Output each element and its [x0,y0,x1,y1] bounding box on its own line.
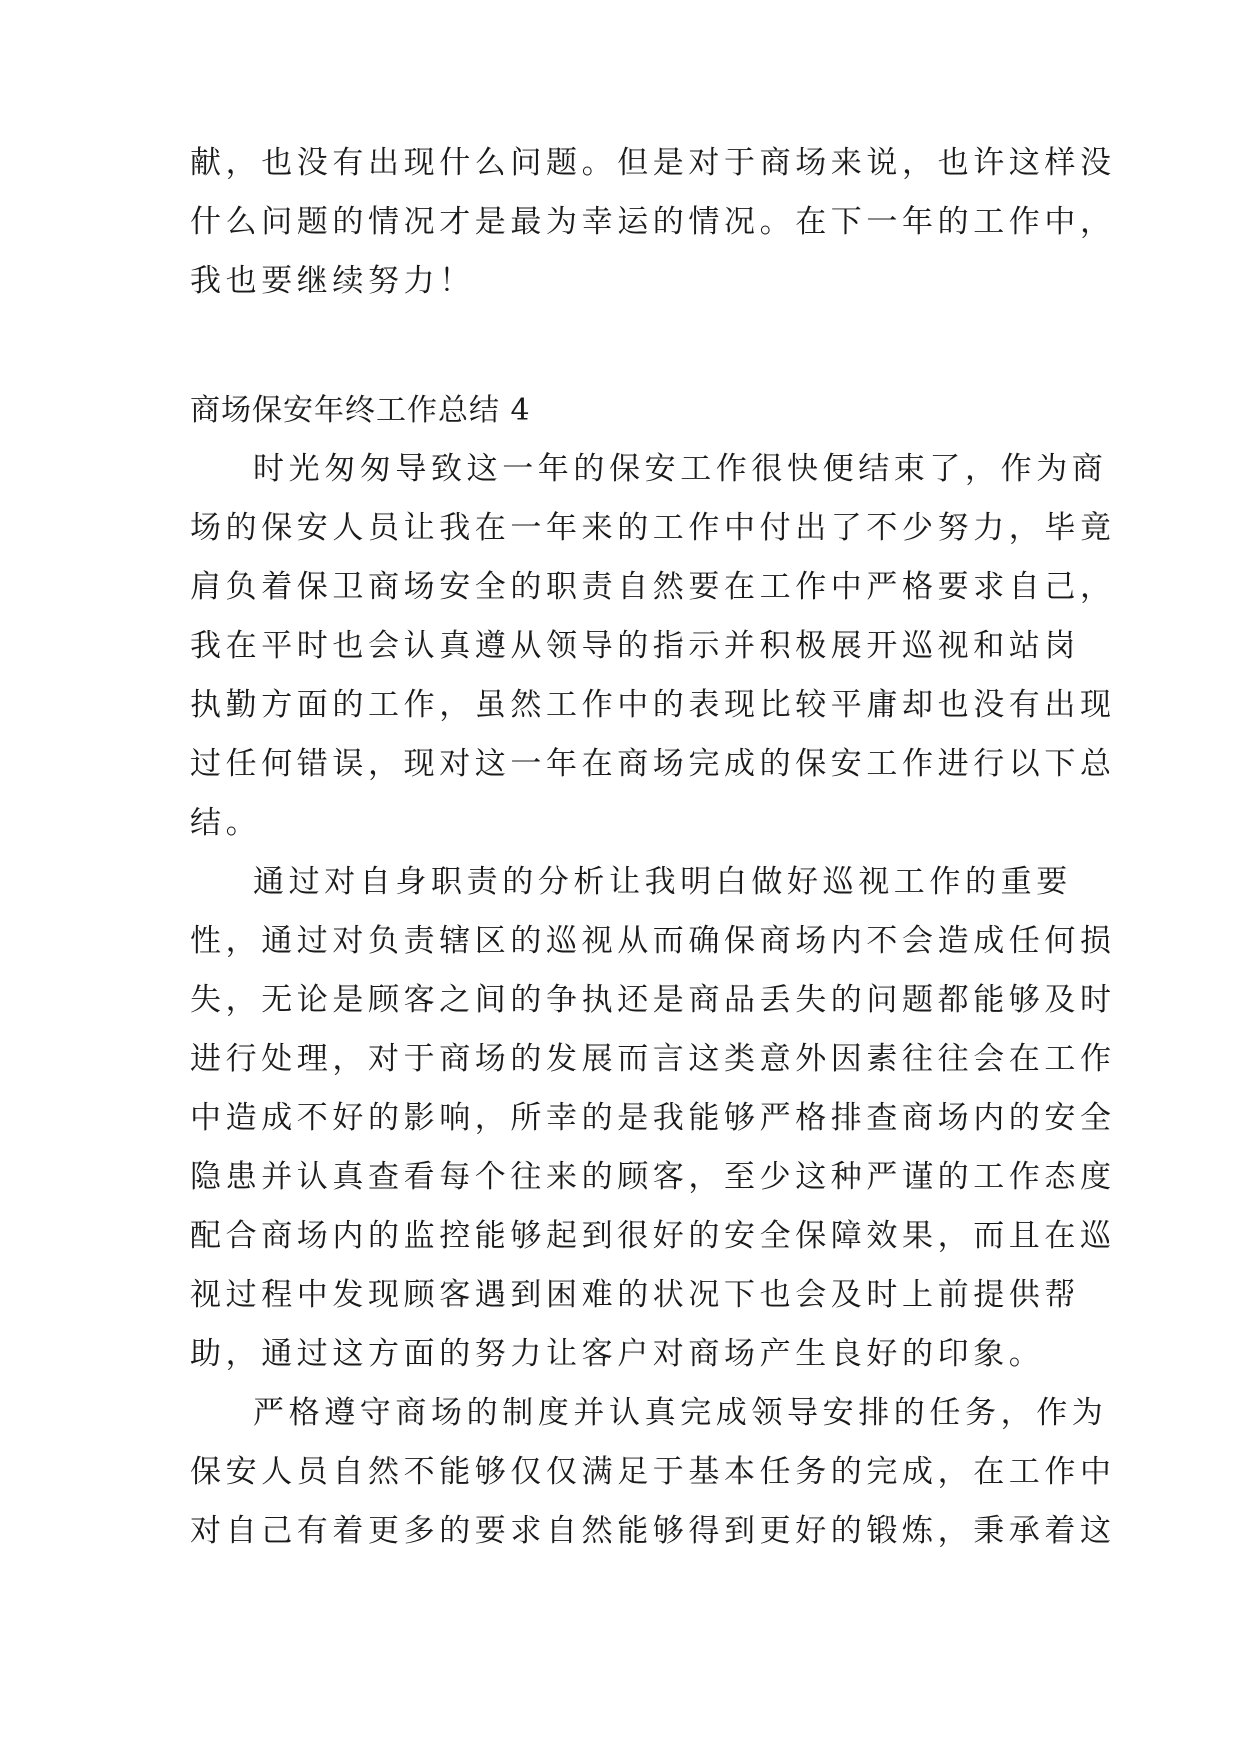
text-line: 助，通过这方面的努力让客户对商场产生良好的印象。 [190,1336,1045,1372]
text-line: 什么问题的情况才是最为幸运的情况。在下一年的工作中， [190,204,1116,240]
text-line: 我也要继续努力！ [190,263,475,299]
text-line: 性，通过对负责辖区的巡视从而确保商场内不会造成任何损 [190,923,1116,959]
paragraph-first-line: 通过对自身职责的分析让我明白做好巡视工作的重要 [253,864,1072,900]
text-line: 失，无论是顾客之间的争执还是商品丢失的问题都能够及时 [190,982,1116,1018]
text-line: 肩负着保卫商场安全的职责自然要在工作中严格要求自己， [190,569,1116,605]
text-line: 结。 [190,805,262,841]
text-line: 献，也没有出现什么问题。但是对于商场来说，也许这样没 [190,145,1116,181]
text-line: 对自己有着更多的要求自然能够得到更好的锻炼，秉承着这 [190,1513,1116,1549]
paragraph-first-line: 严格遵守商场的制度并认真完成领导安排的任务，作为 [253,1395,1108,1431]
text-line: 执勤方面的工作，虽然工作中的表现比较平庸却也没有出现 [190,687,1116,723]
text-line: 隐患并认真查看每个往来的顾客，至少这种严谨的工作态度 [190,1159,1116,1195]
section-heading: 商场保安年终工作总结 4 [190,393,531,428]
paragraph-first-line: 时光匆匆导致这一年的保安工作很快便结束了，作为商 [253,451,1108,487]
text-line: 中造成不好的影响，所幸的是我能够严格排查商场内的安全 [190,1100,1116,1136]
text-line: 进行处理，对于商场的发展而言这类意外因素往往会在工作 [190,1041,1116,1077]
text-line: 场的保安人员让我在一年来的工作中付出了不少努力，毕竟 [190,510,1116,546]
text-line: 我在平时也会认真遵从领导的指示并积极展开巡视和站岗 [190,628,1080,664]
text-line: 过任何错误，现对这一年在商场完成的保安工作进行以下总 [190,746,1116,782]
text-line: 配合商场内的监控能够起到很好的安全保障效果，而且在巡 [190,1218,1116,1254]
text-line: 视过程中发现顾客遇到困难的状况下也会及时上前提供帮 [190,1277,1080,1313]
text-line: 保安人员自然不能够仅仅满足于基本任务的完成，在工作中 [190,1454,1116,1490]
